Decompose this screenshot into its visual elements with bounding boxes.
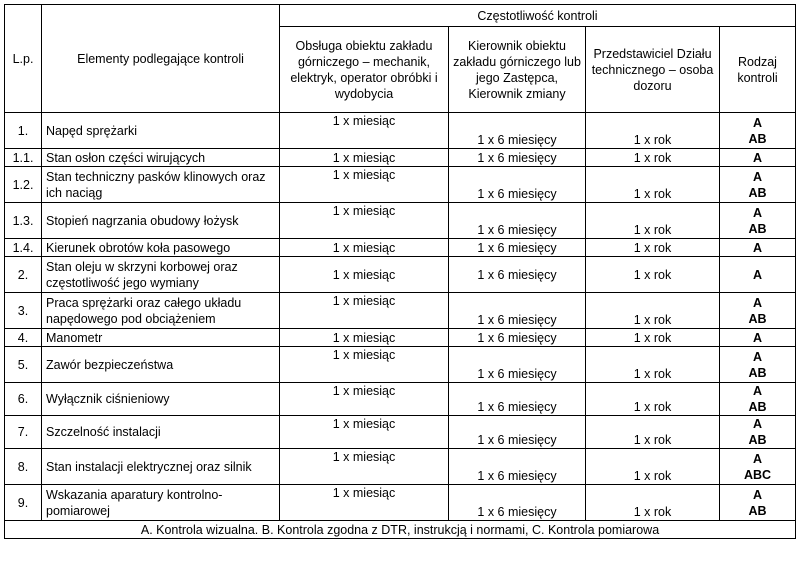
row-tech: 1 x rok <box>586 347 720 383</box>
row-lp: 4. <box>5 329 42 347</box>
row-tech: 1 x rok <box>586 293 720 329</box>
row-tech: 1 x rok <box>586 257 720 293</box>
row-manager: 1 x 6 miesięcy <box>449 167 586 203</box>
row-lp: 3. <box>5 293 42 329</box>
table-row <box>5 203 796 239</box>
row-control-type <box>720 416 796 449</box>
header-elements: Elementy podlegające kontroli <box>42 5 280 113</box>
control-type-code: A <box>752 150 763 165</box>
row-element: Stan instalacji elektrycznej oraz silnik <box>42 449 280 485</box>
row-element: Szczelność instalacji <box>42 416 280 449</box>
table-row <box>5 416 796 449</box>
row-service: 1 x miesiąc <box>280 383 449 416</box>
control-type-code: A <box>752 451 763 466</box>
control-type-code: A <box>752 295 763 310</box>
table-row <box>5 449 796 485</box>
row-service: 1 x miesiąc <box>280 113 449 149</box>
row-tech: 1 x rok <box>586 203 720 239</box>
control-type-code: A <box>752 349 763 364</box>
row-service: 1 x miesiąc <box>280 347 449 383</box>
control-type-code: A <box>752 417 763 431</box>
row-lp: 1. <box>5 113 42 149</box>
control-type-code: A <box>752 487 763 502</box>
row-service: 1 x miesiąc <box>280 203 449 239</box>
control-schedule-table <box>4 4 796 539</box>
control-type-code: AB <box>748 433 767 447</box>
row-lp: 2. <box>5 257 42 293</box>
row-control-type <box>720 149 796 167</box>
row-manager: 1 x 6 miesięcy <box>449 257 586 293</box>
control-type-code: A <box>752 169 763 184</box>
row-tech: 1 x rok <box>586 329 720 347</box>
row-tech: 1 x rok <box>586 149 720 167</box>
control-type-code: AB <box>748 400 767 414</box>
row-manager: 1 x 6 miesięcy <box>449 203 586 239</box>
control-type-code: AB <box>748 365 767 380</box>
control-type-code: A <box>752 115 763 130</box>
row-tech: 1 x rok <box>586 239 720 257</box>
row-tech: 1 x rok <box>586 113 720 149</box>
row-service: 1 x miesiąc <box>280 167 449 203</box>
row-control-type <box>720 167 796 203</box>
row-service: 1 x miesiąc <box>280 485 449 521</box>
row-service: 1 x miesiąc <box>280 449 449 485</box>
header-tech: Przedstawiciel Działu technicznego – osoba dozoru <box>586 27 720 113</box>
table-row <box>5 149 796 167</box>
row-manager: 1 x 6 miesięcy <box>449 329 586 347</box>
control-type-code: AB <box>748 185 767 200</box>
header-service: Obsługa obiektu zakładu górniczego – mechanik, elektryk, operator obróbki i wydobycia <box>280 27 449 113</box>
control-type-code: AB <box>748 503 767 518</box>
control-type-code: AB <box>748 221 767 236</box>
row-lp: 1.3. <box>5 203 42 239</box>
control-type-code: ABC <box>743 467 772 482</box>
control-type-code: A <box>752 330 763 345</box>
row-tech: 1 x rok <box>586 416 720 449</box>
row-control-type <box>720 257 796 293</box>
row-lp: 5. <box>5 347 42 383</box>
table-row <box>5 113 796 149</box>
header-type: Rodzaj kontroli <box>720 27 796 113</box>
row-manager: 1 x 6 miesięcy <box>449 485 586 521</box>
row-element: Stopień nagrzania obudowy łożysk <box>42 203 280 239</box>
control-type-code: A <box>752 205 763 220</box>
legend-footer: A. Kontrola wizualna. B. Kontrola zgodna z DTR, instrukcją i normami, C. Kontrola pomiarowa <box>5 521 796 539</box>
row-element: Napęd sprężarki <box>42 113 280 149</box>
row-element: Wyłącznik ciśnieniowy <box>42 383 280 416</box>
row-control-type <box>720 485 796 521</box>
row-element: Stan osłon części wirujących <box>42 149 280 167</box>
row-manager: 1 x 6 miesięcy <box>449 149 586 167</box>
table-row <box>5 167 796 203</box>
row-manager: 1 x 6 miesięcy <box>449 347 586 383</box>
row-control-type <box>720 449 796 485</box>
control-type-code: A <box>752 240 763 255</box>
table-row <box>5 383 796 416</box>
row-service: 1 x miesiąc <box>280 149 449 167</box>
row-control-type <box>720 329 796 347</box>
row-service: 1 x miesiąc <box>280 416 449 449</box>
row-control-type <box>720 203 796 239</box>
row-element: Stan techniczny pasków klinowych oraz ich naciąg <box>42 167 280 203</box>
row-element: Kierunek obrotów koła pasowego <box>42 239 280 257</box>
row-control-type <box>720 113 796 149</box>
row-element: Manometr <box>42 329 280 347</box>
row-element: Zawór bezpieczeństwa <box>42 347 280 383</box>
header-manager: Kierownik obiektu zakładu górniczego lub jego Zastępca, Kierownik zmiany <box>449 27 586 113</box>
row-lp: 7. <box>5 416 42 449</box>
header-lp: L.p. <box>5 5 42 113</box>
row-manager: 1 x 6 miesięcy <box>449 293 586 329</box>
control-type-code: AB <box>748 131 767 146</box>
row-tech: 1 x rok <box>586 449 720 485</box>
row-service: 1 x miesiąc <box>280 239 449 257</box>
table-row <box>5 485 796 521</box>
row-manager: 1 x 6 miesięcy <box>449 113 586 149</box>
row-manager: 1 x 6 miesięcy <box>449 416 586 449</box>
control-type-code: AB <box>748 311 767 326</box>
table-row <box>5 257 796 293</box>
row-control-type <box>720 347 796 383</box>
row-control-type <box>720 383 796 416</box>
row-element: Praca sprężarki oraz całego układu napędowego pod obciążeniem <box>42 293 280 329</box>
table-row <box>5 293 796 329</box>
row-manager: 1 x 6 miesięcy <box>449 239 586 257</box>
row-tech: 1 x rok <box>586 485 720 521</box>
row-tech: 1 x rok <box>586 167 720 203</box>
header-frequency: Częstotliwość kontroli <box>280 5 796 27</box>
row-lp: 1.4. <box>5 239 42 257</box>
control-type-code: A <box>752 384 763 398</box>
row-service: 1 x miesiąc <box>280 329 449 347</box>
row-lp: 1.1. <box>5 149 42 167</box>
row-tech: 1 x rok <box>586 383 720 416</box>
row-element: Stan oleju w skrzyni korbowej oraz częstotliwość jego wymiany <box>42 257 280 293</box>
table-row <box>5 329 796 347</box>
row-lp: 6. <box>5 383 42 416</box>
table-row <box>5 347 796 383</box>
row-service: 1 x miesiąc <box>280 257 449 293</box>
row-control-type <box>720 239 796 257</box>
table-row <box>5 239 796 257</box>
control-type-code: A <box>752 267 763 282</box>
row-lp: 1.2. <box>5 167 42 203</box>
row-lp: 8. <box>5 449 42 485</box>
row-manager: 1 x 6 miesięcy <box>449 383 586 416</box>
row-manager: 1 x 6 miesięcy <box>449 449 586 485</box>
row-lp: 9. <box>5 485 42 521</box>
row-service: 1 x miesiąc <box>280 293 449 329</box>
row-element: Wskazania aparatury kontrolno-pomiarowej <box>42 485 280 521</box>
row-control-type <box>720 293 796 329</box>
